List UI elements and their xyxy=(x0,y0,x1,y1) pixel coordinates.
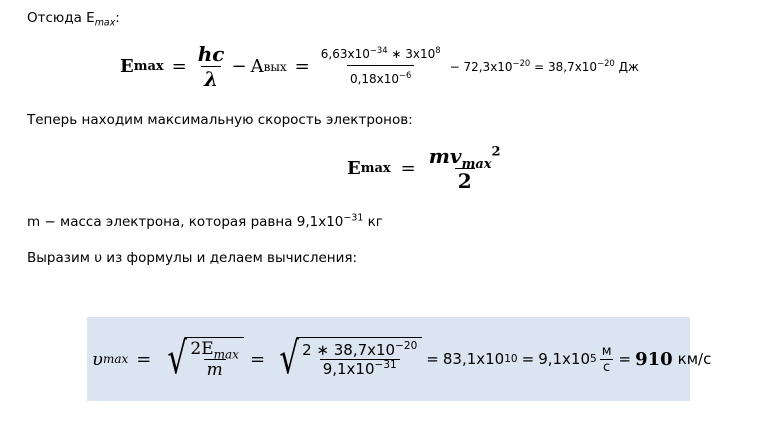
eq1-den-exp: −6 xyxy=(399,70,412,80)
eq3-v2: 9,1x10 xyxy=(538,350,591,368)
eq1-num-a: 6,63x10 xyxy=(320,47,370,61)
eq2-mv-sub: max xyxy=(461,157,492,172)
intro-sub: max xyxy=(94,17,116,29)
eq1-E: E xyxy=(120,56,134,77)
velocity-heading: Теперь находим максимальную скорость электронов: xyxy=(27,112,413,128)
equation-kinetic-energy: E max = $\frac{mv_{max}^2}{2}$ xyxy=(347,144,504,193)
intro-line xyxy=(27,10,120,29)
eq2-equals: = xyxy=(400,158,416,179)
eq3-2E: 2E xyxy=(190,339,214,359)
eq3-equals-3: = xyxy=(426,350,439,368)
calculation-heading: Выразим υ из формулы и делаем вычисления: xyxy=(27,250,358,266)
eq1-equals-2: = xyxy=(294,56,310,77)
eq3-root1-fraction xyxy=(187,339,242,380)
electron-mass-text: m − масса электрона, которая равна 9,1x10 xyxy=(27,214,344,230)
eq3-final-unit: км/с xyxy=(677,350,712,368)
eq1-tail-equals: = xyxy=(534,59,545,74)
eq3-v1: 83,1x10 xyxy=(442,350,505,368)
sqrt-icon: √ xyxy=(167,333,188,384)
eq1-result: 38,7x10 xyxy=(547,59,598,74)
eq2-E: E xyxy=(347,158,361,179)
eq2-mv-sup: 2 xyxy=(491,144,501,160)
eq1-num-b: ∗ 3x10 xyxy=(391,47,436,61)
equation-velocity: υ max = √ $\frac{2E_{max}}{m}$ = √ $\frac{2 ∗ 38,7x10^{-20}}{9,1x10^{-31}}$ = 83,1x10 10 = 9,1x10 5 $\frac{м}{с}$ = 910 км/с xyxy=(92,333,712,384)
electron-mass-exp: −31 xyxy=(343,212,364,224)
eq1-tail xyxy=(449,57,639,74)
eq1-num-exp2: 8 xyxy=(435,45,441,55)
eq3-root2-fraction xyxy=(299,341,420,378)
eq2-mv: mv xyxy=(428,144,462,168)
eq3-unit-fraction xyxy=(599,344,615,375)
eq1-den: 0,18x10 xyxy=(349,72,400,86)
eq3-m: m xyxy=(204,359,226,380)
eq3-equals-5: = xyxy=(618,350,632,368)
eq1-tail-minus: − xyxy=(449,59,460,74)
eq1-equals: = xyxy=(171,56,187,77)
eq3-equals-4: = xyxy=(521,350,535,368)
sqrt-icon: √ xyxy=(279,333,300,384)
eq1-lambda: λ xyxy=(201,66,221,91)
eq3-root-2 xyxy=(271,333,422,384)
intro-colon: : xyxy=(115,10,120,26)
eq1-num-exp1: −34 xyxy=(369,45,388,55)
eq3-r2-den-exp: −31 xyxy=(374,359,397,371)
eq3-r2-num-exp: −20 xyxy=(395,340,418,352)
electron-mass-line xyxy=(27,214,383,230)
eq3-unit-m: м xyxy=(601,343,612,359)
eq1-hc-fraction xyxy=(195,42,228,91)
eq3-2E-sub: max xyxy=(213,347,239,362)
electron-mass-unit: кг xyxy=(367,214,383,230)
eq1-tail-val: 72,3x10 xyxy=(463,59,513,74)
eq3-root-1 xyxy=(159,333,244,384)
eq1-minus: − xyxy=(231,56,247,77)
eq2-den: 2 xyxy=(455,168,475,193)
eq3-equals-2: = xyxy=(249,348,266,370)
eq1-tail-exp: −20 xyxy=(512,57,531,68)
eq1-result-exp: −20 xyxy=(597,57,615,68)
eq1-unit: Дж xyxy=(618,59,639,74)
eq3-unit-s: с xyxy=(600,359,613,375)
intro-text: Отсюда E xyxy=(27,10,95,26)
eq3-r2-den: 9,1x10 xyxy=(322,360,375,378)
equation-photon-energy: E max = $\frac{hc}{\lambda}$ − A вых = $\frac{6,63x10^{-34} ∗ 3x10^8}{0,18x10^{-6}}$ − $72,3x10^{-20} = 38,7x10^{-20}$ Дж xyxy=(120,42,639,91)
eq3-final-value: 910 xyxy=(635,348,673,370)
eq3-v: υ xyxy=(92,348,103,370)
eq2-fraction xyxy=(426,144,504,193)
eq1-hc: hc xyxy=(197,42,225,66)
eq3-equals-1: = xyxy=(136,348,152,370)
eq3-r2-num: 2 ∗ 38,7x10 xyxy=(302,341,396,359)
eq1-numeric-fraction xyxy=(318,47,444,86)
eq1-A: A xyxy=(250,56,264,77)
